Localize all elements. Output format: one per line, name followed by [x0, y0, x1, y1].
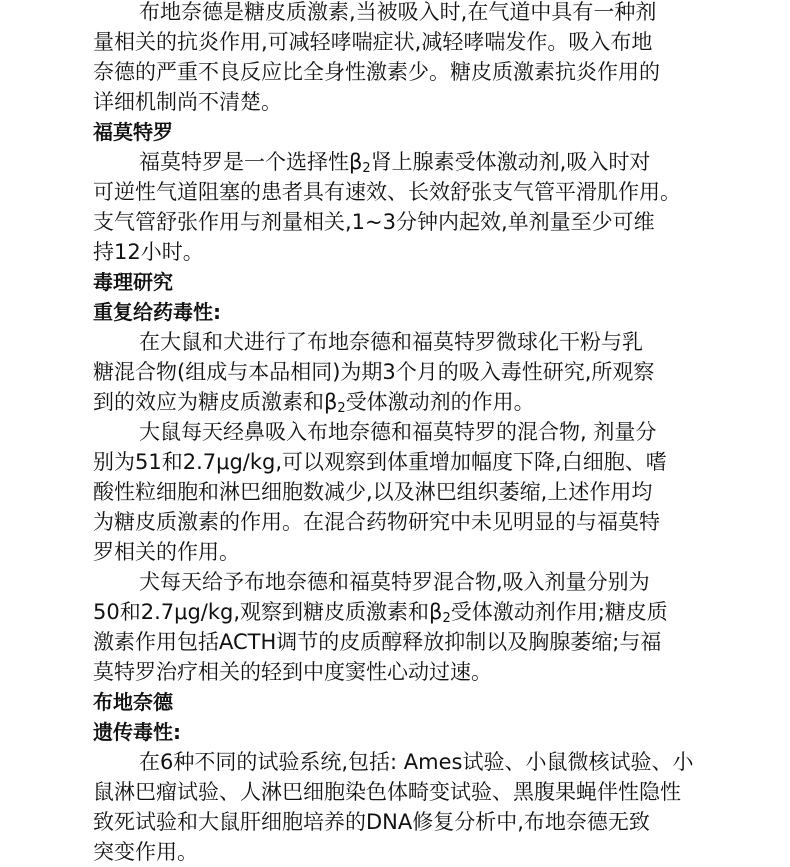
text-run: 肾上腺素受体激动剂,吸入时对: [370, 150, 651, 174]
section-heading-budesonide: 布地奈德: [93, 690, 173, 714]
paragraph-line: 在大鼠和犬进行了布地奈德和福莫特罗微球化干粉与乳: [139, 330, 643, 354]
text-run: 受体激动剂的作用。: [345, 390, 535, 414]
paragraph-line: 在6种不同的试验系统,包括: Ames试验、小鼠微核试验、小: [139, 750, 694, 774]
subsection-heading-repeat-dose: 重复给药毒性:: [93, 300, 221, 324]
section-heading-formoterol: 福莫特罗: [93, 120, 173, 144]
paragraph-line: 支气管舒张作用与剂量相关,1~3分钟内起效,单剂量至少可维: [93, 210, 655, 234]
paragraph-line: 犬每天给予布地奈德和福莫特罗混合物,吸入剂量分别为: [139, 570, 650, 594]
section-heading-toxicology: 毒理研究: [93, 270, 173, 294]
paragraph-line: [93, 597, 700, 627]
paragraph-line: 大鼠每天经鼻吸入布地奈德和福莫特罗的混合物, 剂量分: [139, 420, 657, 444]
subscript: 2: [442, 611, 451, 626]
paragraph-line: 酸性粒细胞和淋巴细胞数减少,以及淋巴组织萎缩,上述作用均: [93, 480, 653, 504]
text-run: 福莫特罗是一个选择性β: [139, 150, 363, 174]
subsection-heading-genotoxicity: 遗传毒性:: [93, 720, 181, 744]
paragraph-line: [93, 147, 700, 177]
paragraph-line: 突变作用。: [93, 840, 198, 864]
paragraph-line: 致死试验和大鼠肝细胞培养的DNA修复分析中,布地奈德无致: [93, 810, 650, 834]
text-run: 50和2.7μg/kg,观察到糖皮质激素和β: [93, 600, 443, 624]
subscript: 2: [337, 401, 346, 416]
text-run: 到的效应为糖皮质激素和β: [93, 390, 338, 414]
paragraph-line: 为糖皮质激素的作用。在混合药物研究中未见明显的与福莫特: [93, 510, 660, 534]
paragraph-line: 详细机制尚不清楚。: [93, 90, 282, 114]
paragraph-line: 量相关的抗炎作用,可减轻哮喘症状,减轻哮喘发作。吸入布地: [93, 30, 653, 54]
paragraph-line: 糖混合物(组成与本品相同)为期3个月的吸入毒性研究,所观察: [93, 360, 655, 384]
paragraph-line: 莫特罗治疗相关的轻到中度窦性心动过速。: [93, 660, 492, 684]
text-run: 受体激动剂作用;糖皮质: [450, 600, 668, 624]
paragraph-line: [93, 387, 700, 417]
paragraph-line: 可逆性气道阻塞的患者具有速效、长效舒张支气管平滑肌作用。: [93, 180, 681, 204]
paragraph-line: 罗相关的作用。: [93, 540, 240, 564]
paragraph-line: 激素作用包括ACTH调节的皮质醇释放抑制以及胸腺萎缩;与福: [93, 630, 662, 654]
paragraph-line: 别为51和2.7μg/kg,可以观察到体重增加幅度下降,白细胞、嗜: [93, 450, 667, 474]
paragraph-line: 鼠淋巴瘤试验、人淋巴细胞染色体畸变试验、黑腹果蝇伴性隐性: [93, 780, 681, 804]
paragraph-line: 奈德的严重不良反应比全身性激素少。糖皮质激素抗炎作用的: [93, 60, 660, 84]
paragraph-line: 持12小时。: [93, 240, 204, 264]
paragraph-line: 布地奈德是糖皮质激素,当被吸入时,在气道中具有一种剂: [139, 0, 657, 24]
subscript: 2: [362, 161, 371, 176]
